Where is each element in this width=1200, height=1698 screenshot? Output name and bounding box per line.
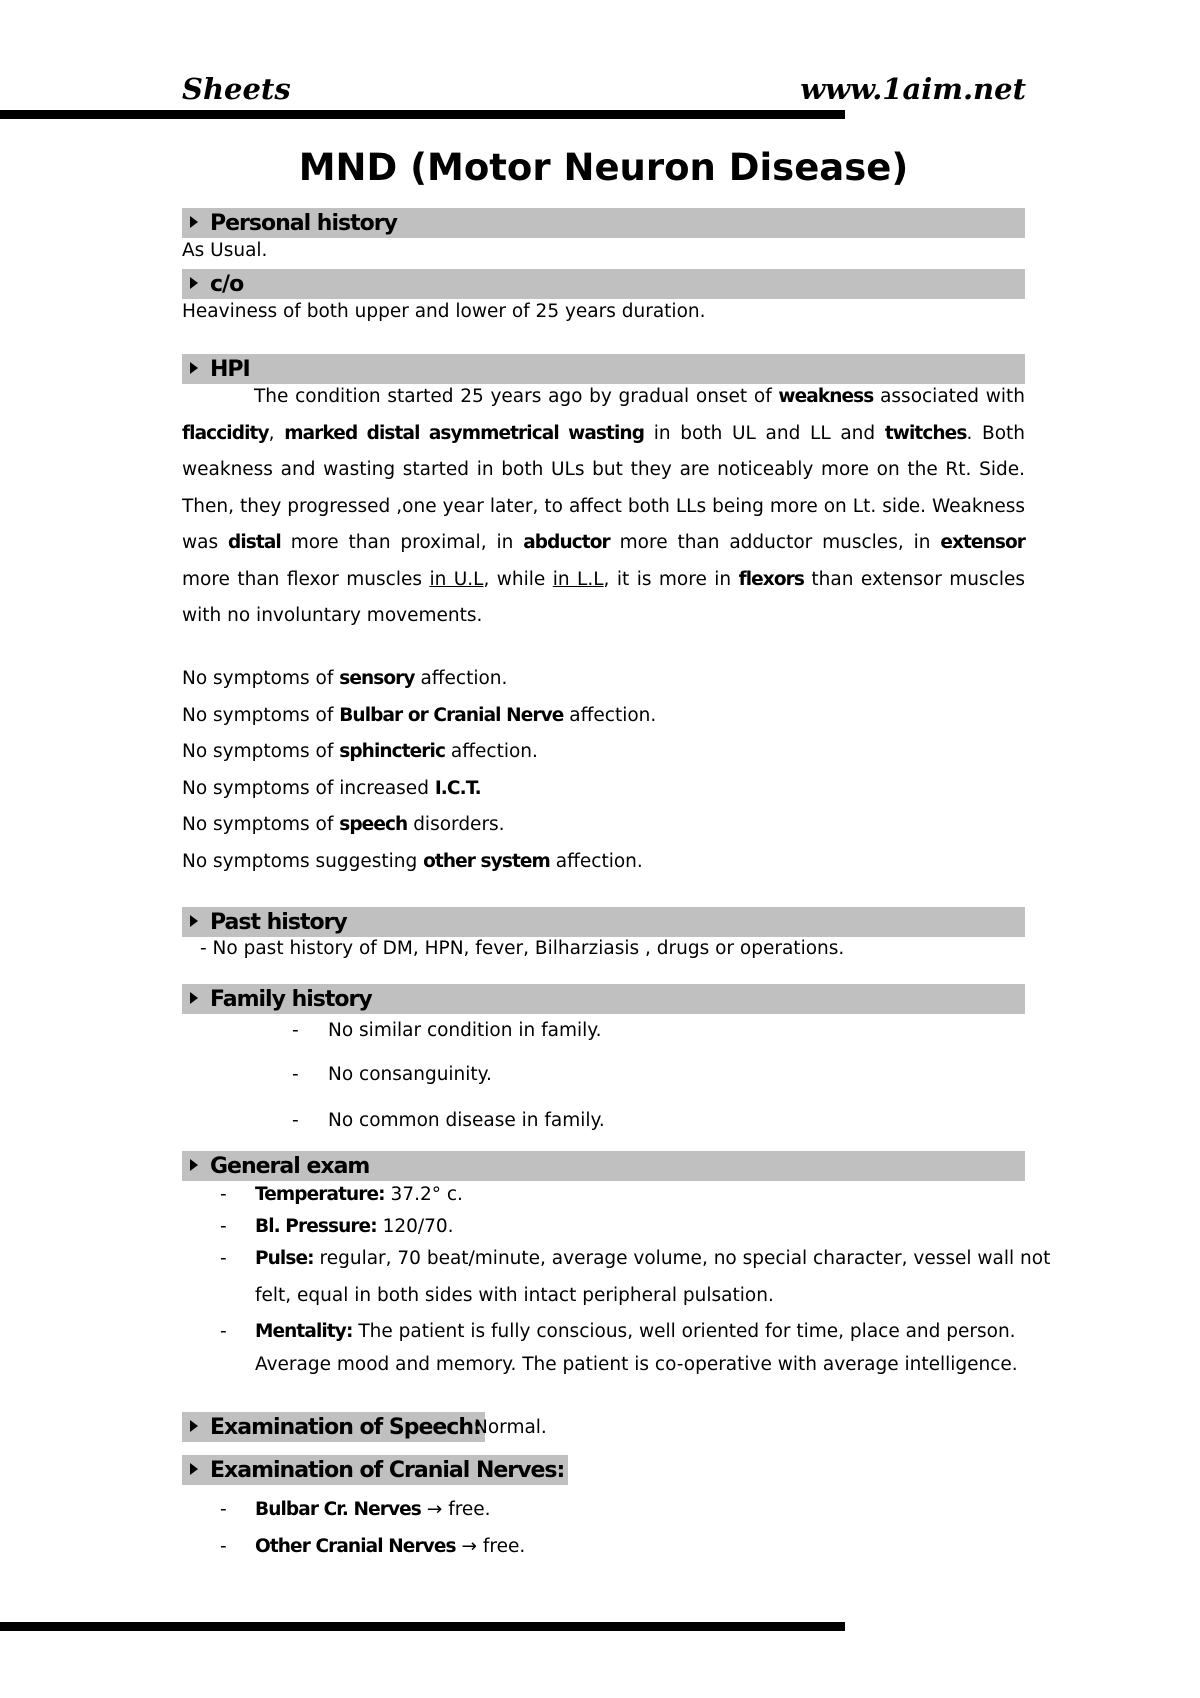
exam-item-blood-pressure: Bl. Pressure: 120/70. bbox=[255, 1216, 454, 1237]
family-item: No similar condition in family. bbox=[328, 1020, 602, 1041]
past-history-text: - No past history of DM, HPN, fever, Bilharziasis , drugs or operations. bbox=[200, 938, 845, 959]
symptom-line: No symptoms of speech disorders. bbox=[182, 814, 505, 835]
section-heading-family-history bbox=[182, 984, 1025, 1014]
symptom-line: No symptoms of Bulbar or Cranial Nerve affection. bbox=[182, 705, 657, 726]
exam-item-temperature: Temperature: 37.2° c. bbox=[255, 1184, 463, 1205]
triangle-bullet-icon bbox=[190, 1159, 198, 1171]
family-item: No consanguinity. bbox=[328, 1064, 492, 1085]
header-rule bbox=[0, 110, 845, 119]
symptom-line: No symptoms suggesting other system affection. bbox=[182, 851, 643, 872]
list-dash: - bbox=[292, 1020, 299, 1041]
list-dash: - bbox=[292, 1110, 299, 1131]
heading-label: Personal history bbox=[210, 211, 397, 236]
personal-history-text: As Usual. bbox=[182, 240, 268, 261]
list-dash: - bbox=[220, 1184, 227, 1205]
triangle-bullet-icon bbox=[190, 1463, 198, 1475]
triangle-bullet-icon bbox=[190, 277, 198, 289]
page-title: MND (Motor Neuron Disease) bbox=[298, 146, 909, 189]
heading-label: Examination of Cranial Nerves: bbox=[210, 1458, 565, 1483]
triangle-bullet-icon bbox=[190, 362, 198, 374]
heading-label: Family history bbox=[210, 987, 372, 1012]
list-dash: - bbox=[220, 1499, 227, 1520]
cranial-item: Bulbar Cr. Nerves → free. bbox=[255, 1499, 491, 1520]
heading-label: HPI bbox=[210, 357, 250, 382]
section-heading-past-history bbox=[182, 907, 1025, 937]
right-arrow-icon: → bbox=[426, 1499, 443, 1520]
complaint-text: Heaviness of both upper and lower of 25 years duration. bbox=[182, 301, 706, 322]
symptom-line: No symptoms of sphincteric affection. bbox=[182, 741, 538, 762]
list-dash: - bbox=[220, 1321, 227, 1342]
section-heading-general-exam bbox=[182, 1151, 1025, 1181]
symptom-line: No symptoms of sensory affection. bbox=[182, 668, 508, 689]
exam-item-mentality: Mentality: The patient is fully conscious, well oriented for time, place and person. bbox=[255, 1321, 1016, 1342]
list-dash: - bbox=[220, 1536, 227, 1557]
family-item: No common disease in family. bbox=[328, 1110, 605, 1131]
heading-label: c/o bbox=[210, 272, 244, 297]
hpi-paragraph: The condition started 25 years ago by gradual onset of weakness associated with flaccidity, marked distal asymmetrical wasting in both UL and LL and twitches. Both weakness and wasting started in both ULs but they are noticeably more on the Rt. Side. Then, they progressed ,one year later, to affect both LLs being more on Lt. side. Weakness was distal more than proximal, in abductor more than adductor muscles, in extensor more than flexor muscles in U.L, while in L.L, it is more in flexors than extensor muscles with no involuntary movements. bbox=[182, 386, 1025, 626]
triangle-bullet-icon bbox=[190, 1420, 198, 1432]
list-dash: - bbox=[220, 1248, 227, 1269]
list-dash: - bbox=[220, 1216, 227, 1237]
footer-rule bbox=[0, 1622, 845, 1631]
heading-label: Examination of Speech: bbox=[210, 1415, 481, 1440]
header-right: www.1aim.net bbox=[800, 72, 1026, 106]
symptom-line: No symptoms of increased I.C.T. bbox=[182, 778, 481, 799]
triangle-bullet-icon bbox=[190, 216, 198, 228]
heading-label: Past history bbox=[210, 910, 347, 935]
exam-item-pulse: Pulse: regular, 70 beat/minute, average volume, no special character, vessel wall not bbox=[255, 1248, 1051, 1269]
header-left: Sheets bbox=[182, 72, 291, 106]
section-heading-speech bbox=[182, 1412, 485, 1442]
speech-result: Normal. bbox=[474, 1417, 547, 1438]
list-dash: - bbox=[292, 1064, 299, 1085]
triangle-bullet-icon bbox=[190, 992, 198, 1004]
section-heading-complaint bbox=[182, 269, 1025, 299]
exam-item-mentality-cont: Average mood and memory. The patient is co-operative with average intelligence. bbox=[255, 1354, 1018, 1375]
right-arrow-icon: → bbox=[461, 1536, 477, 1557]
heading-label: General exam bbox=[210, 1154, 370, 1179]
triangle-bullet-icon bbox=[190, 915, 198, 927]
exam-item-pulse-cont: felt, equal in both sides with intact peripheral pulsation. bbox=[255, 1285, 774, 1306]
section-heading-personal-history bbox=[182, 208, 1025, 238]
cranial-item: Other Cranial Nerves → free. bbox=[255, 1536, 526, 1557]
section-heading-cranial-nerves bbox=[182, 1455, 568, 1485]
